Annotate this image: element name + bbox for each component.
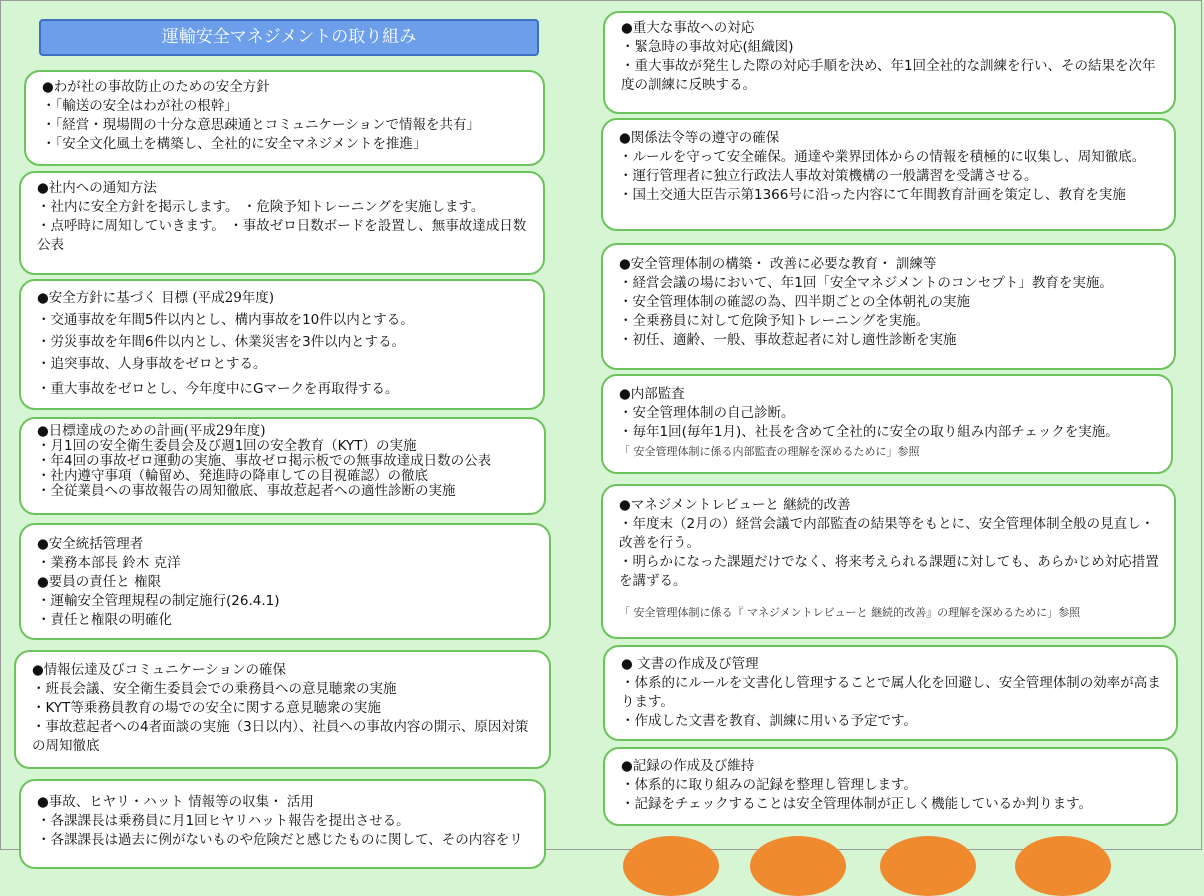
list-item: ・労災事故を年間6件以内とし、休業災害を3件以内とする。: [37, 334, 406, 350]
section-heading: ●わが社の事故防止のための安全方針: [42, 79, 270, 95]
internal-notice-box: [19, 171, 545, 275]
decorative-circle: [880, 836, 976, 896]
list-item: ・重大事故が発生した際の対応手順を決め、年1回全社的な訓練を行い、その結果を次年度の訓練に反映する。: [621, 58, 1156, 93]
records-box: [603, 747, 1178, 826]
section-heading: ●要員の責任と 権限: [37, 574, 162, 590]
section-heading: ●安全管理体制の構築・ 改善に必要な教育・ 訓練等: [619, 256, 937, 272]
list-item: ・社内遵守事項（輪留め、発進時の降車しての目視確認）の徹底: [37, 468, 428, 484]
list-item: ・重大事故をゼロとし、今年度中にGマークを再取得する。: [37, 381, 399, 397]
section-heading: ●事故、ヒヤリ・ハット 情報等の収集・ 活用: [37, 794, 314, 810]
legal-compliance-box: [601, 118, 1176, 231]
list-item: ・運輸安全管理規程の制定施行(26.4.1): [37, 593, 280, 609]
list-item: ・記録をチェックすることは安全管理体制が正しく機能しているか判ります。: [621, 796, 1093, 812]
list-item: ・全従業員への事故報告の周知徹底、事故惹起者への適性診断の実施: [37, 483, 456, 499]
safety-policy-box: [24, 70, 545, 166]
list-item: ・運行管理者に独立行政法人事故対策機構の一般講習を受講させる。: [619, 168, 1038, 184]
section-heading: ●安全方針に基づく 目標 (平成29年度): [37, 290, 275, 306]
education-training-box: [601, 243, 1176, 370]
decorative-circle: [1015, 836, 1111, 896]
list-item: ・月1回の安全衛生委員会及び週1回の安全教育（KYT）の実施: [37, 438, 417, 454]
serious-accident-box: [603, 11, 1176, 114]
list-item: ・毎年1回(毎年1月)、社長を含めて全社的に安全の取り組み内部チェックを実施。: [619, 424, 1119, 440]
document-control-box: [603, 645, 1178, 741]
list-item: ・作成した文書を教育、訓練に用いる予定です。: [621, 713, 917, 729]
section-heading: ●記録の作成及び維持: [621, 758, 755, 774]
section-heading: ●安全統括管理者: [37, 536, 144, 552]
list-item: ・社内に安全方針を掲示します。 ・危険予知トレーニングを実施します。: [37, 199, 485, 215]
list-item: ・交通事故を年間5件以内とし、構内事故を10件以内とする。: [37, 312, 414, 328]
section-heading: ●内部監査: [619, 386, 685, 402]
list-item: ・国土交通大臣告示第1366号に沿った内容にて年間教育計画を策定し、教育を実施: [619, 187, 1126, 203]
list-item: ・KYT等乗務員教育の場での安全に関する意見聴衆の実施: [32, 700, 381, 716]
list-item: ・安全管理体制の自己診断。: [619, 405, 795, 421]
section-heading: ●マネジメントレビューと 継続的改善: [619, 497, 851, 513]
list-item: ・点呼時に周知していきます。 ・事故ゼロ日数ボードを設置し、無事故達成日数公表: [37, 218, 527, 253]
list-item: ・各課課長は過去に例がないものや危険だと感じたものに関して、その内容をリ: [37, 832, 523, 848]
list-item: ・「輸送の安全はわが社の根幹」: [42, 98, 238, 114]
management-review-box: [601, 484, 1176, 639]
list-item: ・各課課長は乗務員に月1回ヒヤリハット報告を提出させる。: [37, 813, 410, 829]
list-item: ・初任、適齢、一般、事故惹起者に対し適性診断を実施: [619, 332, 957, 348]
targets-plan-box: [19, 417, 546, 515]
list-item: ・責任と権限の明確化: [37, 612, 172, 628]
decorative-circle: [623, 836, 719, 896]
list-item: ・業務本部長 鈴木 克洋: [37, 555, 181, 571]
list-item: ・緊急時の事故対応(組織図): [621, 39, 794, 55]
reference-note: 「 安全管理体制に係る『 マネジメントレビューと 継続的改善』の理解を深めるために」参照: [619, 606, 1081, 619]
page-title: 運輸安全マネジメントの取り組み: [39, 19, 539, 56]
reference-note: 「 安全管理体制に係る内部監査の理解を深めるために」参照: [619, 445, 920, 458]
list-item: ・「経営・現場間の十分な意思疎通とコミュニケーションで情報を共有」: [42, 117, 480, 133]
section-heading: ●情報伝達及びコミュニケーションの確保: [32, 662, 286, 678]
section-heading: ●重大な事故への対応: [621, 20, 755, 36]
list-item: ・経営会議の場において、年1回「安全マネジメントのコンセプト」教育を実施。: [619, 275, 1113, 291]
list-item: ・全乗務員に対して危険予知トレーニングを実施。: [619, 313, 930, 329]
list-item: ・体系的に取り組みの記録を整理し管理します。: [621, 777, 917, 793]
list-item: ・明らかになった課題だけでなく、将来考えられる課題に対しても、あらかじめ対応措置を講ずる。: [619, 554, 1159, 589]
safety-manager-box: [19, 523, 551, 640]
section-heading: ●社内への通知方法: [37, 180, 157, 196]
communication-box: [14, 650, 551, 769]
safety-targets-box: [19, 279, 545, 410]
list-item: ・追突事故、人身事故をゼロとする。: [37, 356, 267, 372]
list-item: ・安全管理体制の確認の為、四半期ごとの全体朝礼の実施: [619, 294, 970, 310]
list-item: ・体系的にルールを文書化し管理することで属人化を回避し、安全管理体制の効率が高まります。: [621, 675, 1161, 710]
list-item: ・事故惹起者への4者面談の実施（3日以内）、社員への事故内容の開示、原因対策の周知徹底: [32, 719, 529, 754]
internal-audit-box: [601, 374, 1173, 474]
section-heading: ●関係法令等の遵守の確保: [619, 130, 780, 146]
section-heading: ●日標達成のための計画(平成29年度): [37, 423, 266, 439]
decorative-circle: [750, 836, 846, 896]
section-heading: ● 文書の作成及び管理: [621, 656, 759, 672]
list-item: ・年度末（2月の）経営会議で内部監査の結果等をもとに、安全管理体制全般の見直し・改善を行う。: [619, 516, 1155, 551]
list-item: ・年4回の事故ゼロ運動の実施、事故ゼロ掲示板での無事故達成日数の公表: [37, 453, 492, 469]
near-miss-box: [19, 779, 546, 869]
list-item: ・「安全文化風土を構築し、全社的に安全マネジメントを推進」: [42, 136, 427, 152]
list-item: ・班長会議、安全衛生委員会での乗務員への意見聴衆の実施: [32, 681, 397, 697]
list-item: ・ルールを守って安全確保。通達や業界団体からの情報を積極的に収集し、周知徹底。: [619, 149, 1146, 165]
